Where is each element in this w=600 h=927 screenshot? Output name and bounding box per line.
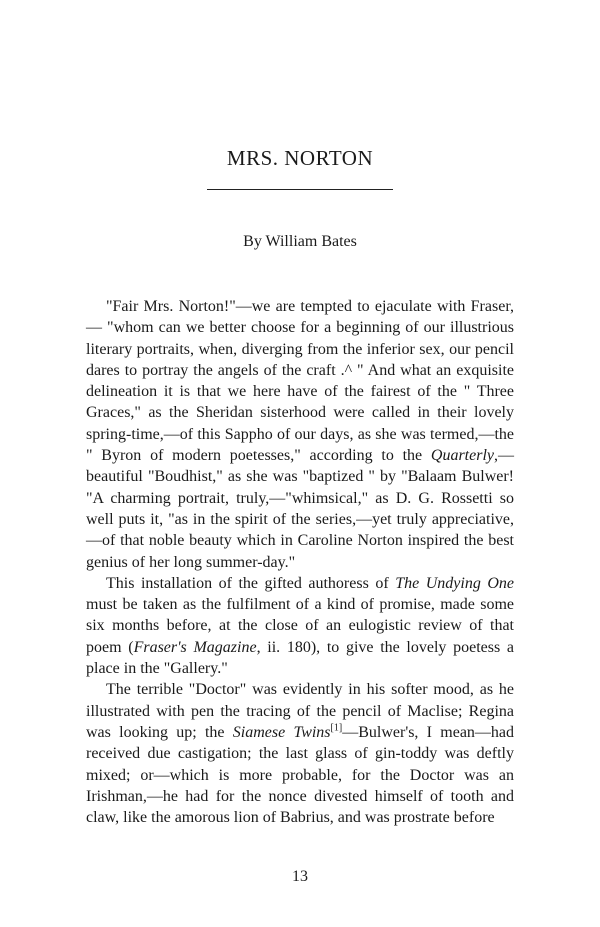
paragraph-1 — [86, 296, 514, 573]
text-run: , ii. 180), to give the lovely poetess a place in the "Gallery." — [86, 638, 515, 678]
text-run: ,—beautiful "Boudhist," as she was "baptized " by "Balaam Bulwer! "A charming portrait, truly,—"whimsical," as D. G. Rossetti so well puts it, "as in the spirit of the series,—yet truly appreciative,—of that noble beauty which in Caroline Norton inspired the best genius of her long summer-day." — [86, 447, 514, 571]
text-run: must be taken as the fulfilment of a kind of promise, made some six months before, at the close of an eulogistic review of that poem ( — [86, 596, 514, 656]
italic-title: Quarterly — [430, 447, 494, 465]
footnote-reference[interactable]: [1] — [330, 722, 343, 734]
text-run: —Bulwer's, I mean—had received due castigation; the last glass of gin-toddy was deftly mixed; or—which is more probable, for the Doctor was an Irishman,—he had for the nonce divested himself of tooth and claw, like the amorous lion of Babrius, and was prostrate before — [86, 723, 515, 827]
italic-title: The Undying One — [395, 574, 514, 592]
text-run: The terrible "Doctor" was evidently in his softer mood, as he illustrated with pen the tracing of the pencil of Maclise; Regina was looking up; the — [86, 681, 514, 741]
author-byline: By William Bates — [243, 233, 357, 250]
text-run: "Fair Mrs. Norton!"—we are tempted to ejaculate with Fraser, — "whom can we better choose for a beginning of our illustrious literary portraits, when, diverging from the inferior sex, our pencil dares to portray the angels of the craft .^ " And what an exquisite delineation it is that we here have of the fairest of the " Three Graces," as the Sheridan sisterhood were called in their lovely spring-time,—of this Sappho of our days, as she was termed,—the " Byron of modern poetesses," according to the — [86, 298, 514, 465]
italic-title: Siamese Twins — [232, 723, 331, 741]
page-number: 13 — [292, 868, 308, 885]
chapter-title: MRS. NORTON — [226, 146, 374, 170]
paragraph-2 — [86, 573, 514, 679]
body-text — [86, 296, 514, 828]
paragraph-3 — [86, 679, 514, 828]
title-divider — [207, 189, 393, 190]
italic-title: Fraser's Magazine — [133, 638, 257, 656]
text-run: This installation of the gifted authoress of — [106, 574, 396, 592]
